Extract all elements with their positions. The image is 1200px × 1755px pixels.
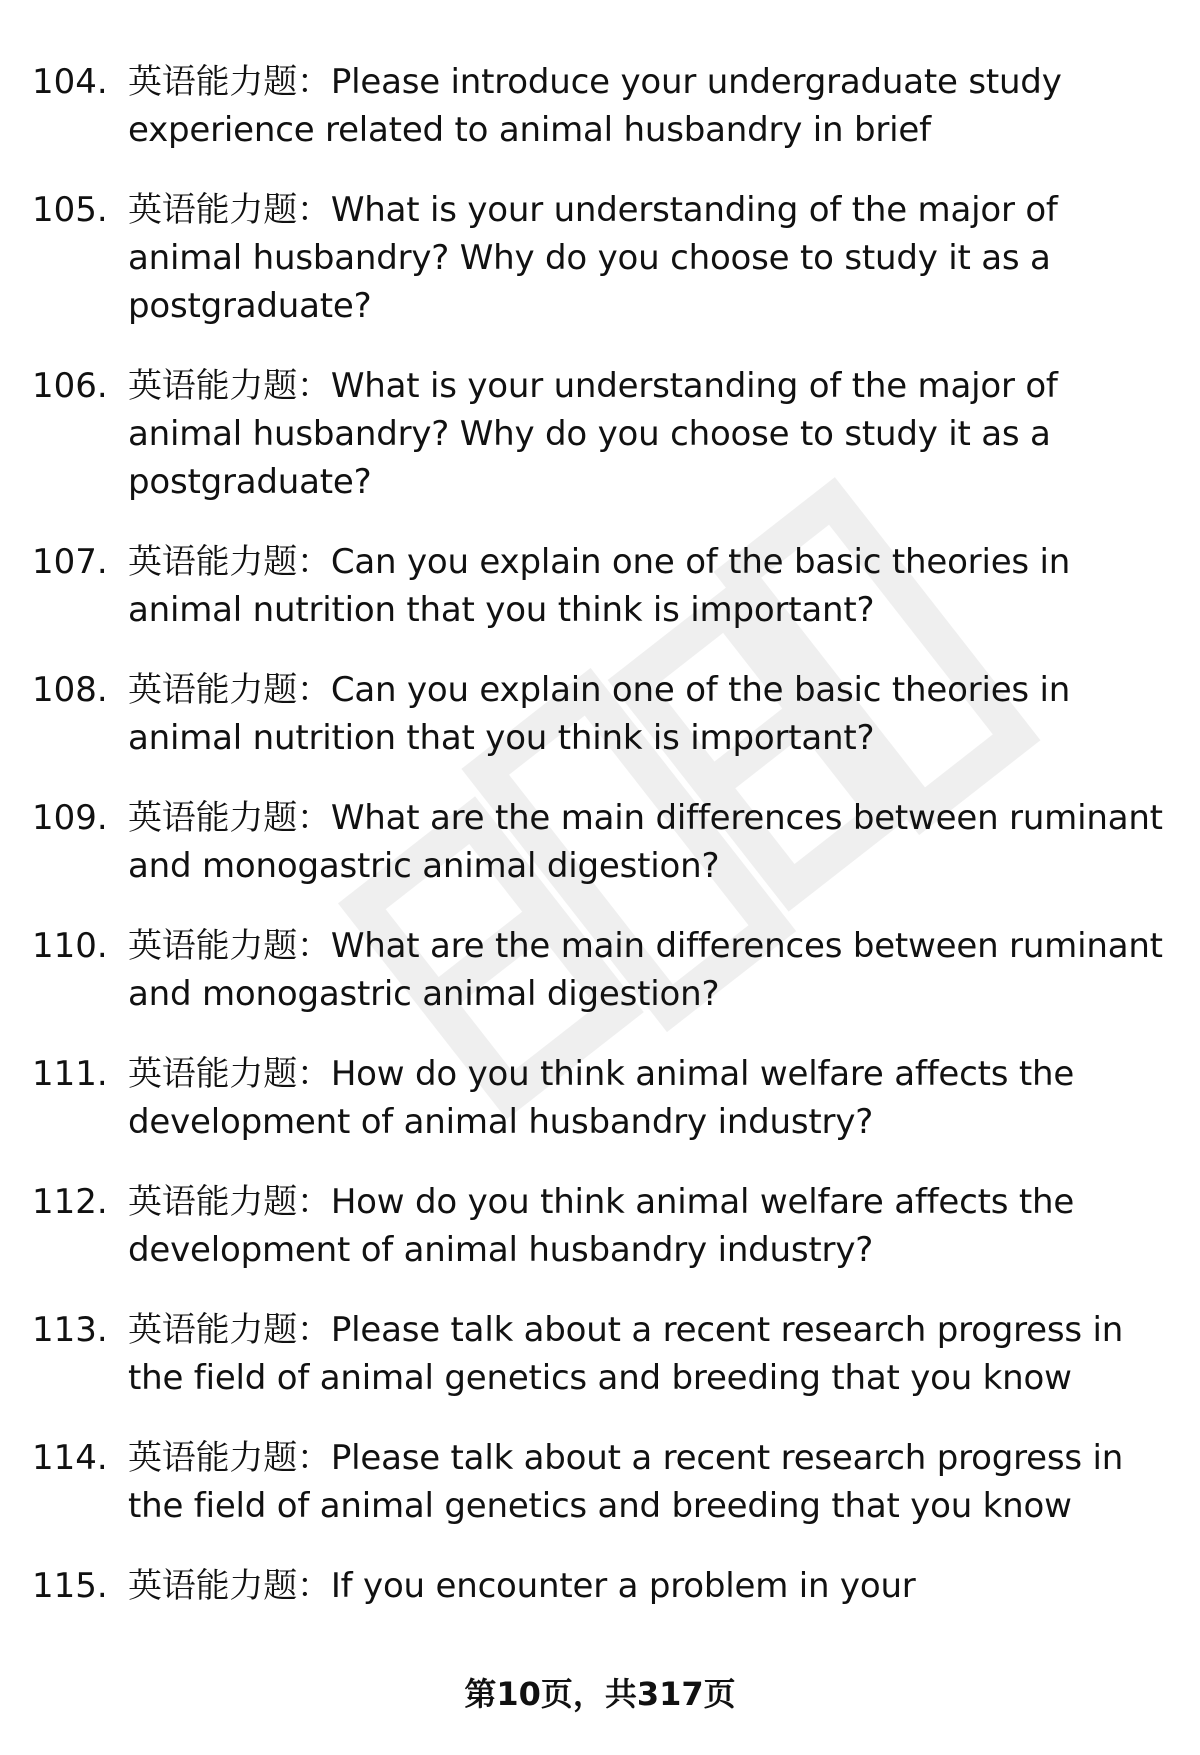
question-category: 英语能力题：: [128, 1438, 331, 1478]
question-text: What are the main differences between ruminant and monogastric animal digestion?: [128, 798, 1163, 886]
question-body: [128, 1434, 1168, 1530]
question-category: 英语能力题：: [128, 670, 331, 710]
question-item: [0, 1050, 1168, 1146]
question-body: [128, 58, 1168, 154]
question-number: 111.: [32, 1054, 108, 1094]
question-item: [0, 362, 1168, 506]
question-text: What is your understanding of the major of animal husbandry? Why do you choose to study it as a postgraduate?: [128, 366, 1058, 502]
question-number: 106.: [32, 366, 108, 406]
question-text: Please talk about a recent research progress in the field of animal genetics and breeding that you know: [128, 1438, 1124, 1526]
question-body: [128, 666, 1168, 762]
question-item: [0, 1562, 1168, 1610]
question-body: [128, 362, 1168, 506]
question-text: Can you explain one of the basic theories in animal nutrition that you think is important?: [128, 542, 1071, 630]
question-item: [0, 1306, 1168, 1402]
question-text: What are the main differences between ruminant and monogastric animal digestion?: [128, 926, 1163, 1014]
question-body: [128, 1050, 1168, 1146]
question-body: [128, 538, 1168, 634]
question-text: What is your understanding of the major of animal husbandry? Why do you choose to study it as a postgraduate?: [128, 190, 1058, 326]
question-body: [128, 1562, 1168, 1610]
question-category: 英语能力题：: [128, 1054, 331, 1094]
question-text: How do you think animal welfare affects the development of animal husbandry industry?: [128, 1054, 1075, 1142]
question-number: 112.: [32, 1182, 108, 1222]
question-number: 115.: [32, 1566, 108, 1606]
question-category: 英语能力题：: [128, 1310, 331, 1350]
question-body: [128, 922, 1168, 1018]
question-text: If you encounter a problem in your: [330, 1566, 916, 1606]
question-category: 英语能力题：: [128, 190, 331, 230]
question-number: 114.: [32, 1438, 108, 1478]
question-item: [0, 1178, 1168, 1274]
question-list: [0, 58, 1200, 1642]
question-text: Can you explain one of the basic theories in animal nutrition that you think is important?: [128, 670, 1071, 758]
question-category: 英语能力题：: [128, 62, 331, 102]
question-number: 110.: [32, 926, 108, 966]
question-body: [128, 186, 1168, 330]
question-item: [0, 186, 1168, 330]
question-number: 108.: [32, 670, 108, 710]
question-item: [0, 922, 1168, 1018]
question-category: 英语能力题：: [128, 1182, 331, 1222]
question-item: [0, 1434, 1168, 1530]
question-number: 113.: [32, 1310, 108, 1350]
question-item: [0, 794, 1168, 890]
question-category: 英语能力题：: [128, 1566, 331, 1606]
question-item: [0, 538, 1168, 634]
question-number: 104.: [32, 62, 108, 102]
question-category: 英语能力题：: [128, 366, 331, 406]
question-item: [0, 666, 1168, 762]
question-body: [128, 1178, 1168, 1274]
question-number: 109.: [32, 798, 108, 838]
question-text: Please talk about a recent research progress in the field of animal genetics and breeding that you know: [128, 1310, 1124, 1398]
page-indicator: 第10页，共317页: [464, 1675, 736, 1713]
question-category: 英语能力题：: [128, 542, 331, 582]
question-body: [128, 794, 1168, 890]
question-text: How do you think animal welfare affects the development of animal husbandry industry?: [128, 1182, 1075, 1270]
question-number: 105.: [32, 190, 108, 230]
question-text: Please introduce your undergraduate study experience related to animal husbandry in brief: [128, 62, 1062, 150]
question-category: 英语能力题：: [128, 926, 331, 966]
question-body: [128, 1306, 1168, 1402]
question-number: 107.: [32, 542, 108, 582]
question-item: [0, 58, 1168, 154]
question-category: 英语能力题：: [128, 798, 331, 838]
